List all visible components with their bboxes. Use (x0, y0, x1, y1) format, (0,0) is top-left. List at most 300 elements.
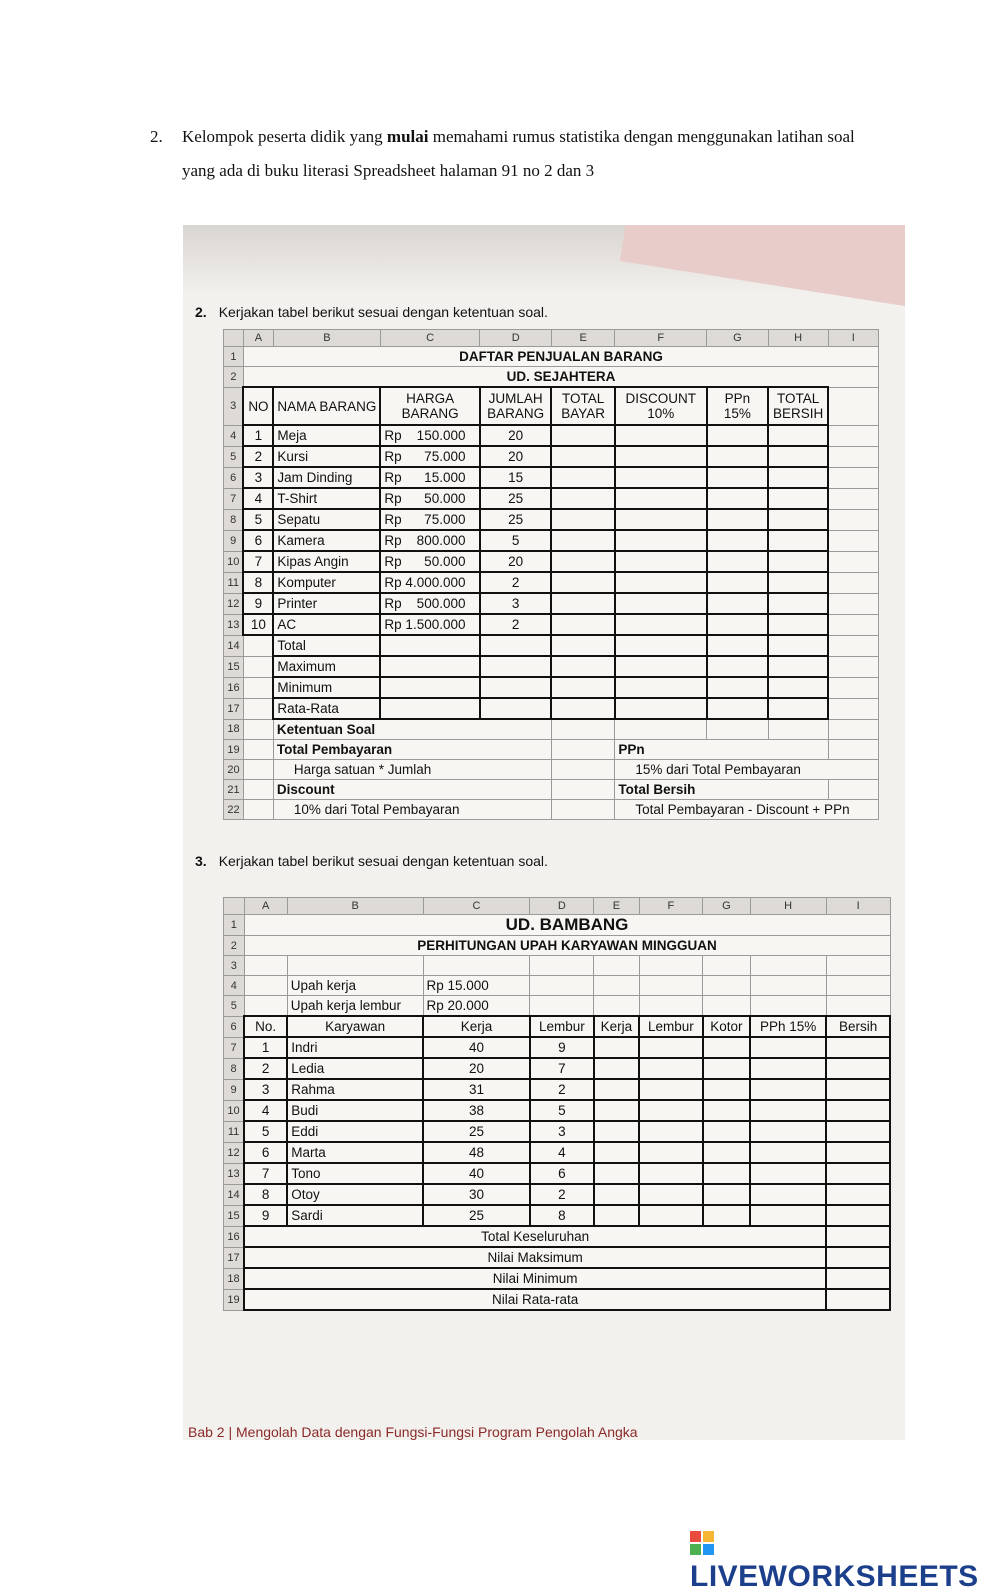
table-row (224, 1079, 891, 1100)
summary-row (224, 656, 879, 677)
answer-cell[interactable] (750, 1037, 826, 1058)
item-jumlah: 2 (480, 572, 552, 593)
answer-cell[interactable] (380, 635, 479, 656)
table-row (224, 467, 879, 488)
row-header[interactable]: 8 (224, 509, 244, 530)
answer-cell[interactable] (768, 593, 828, 614)
answer-cell[interactable] (826, 1289, 890, 1310)
row-header[interactable]: 2 (224, 936, 245, 956)
answer-cell[interactable] (551, 614, 614, 635)
total-bersih-label: Total Bersih (615, 780, 828, 800)
answer-cell[interactable] (639, 1100, 703, 1121)
answer-cell[interactable] (707, 614, 769, 635)
row-header[interactable]: 14 (224, 635, 244, 656)
q3-summary-rows (224, 1226, 891, 1310)
col-header[interactable]: G (707, 330, 769, 347)
item-name: Kursi (273, 446, 380, 467)
table-row (224, 551, 879, 572)
col-header[interactable]: I (828, 330, 878, 347)
empty-cell[interactable] (243, 635, 273, 656)
answer-cell[interactable] (826, 1184, 890, 1205)
answer-cell[interactable] (826, 1058, 890, 1079)
q2-sheet-subtitle: UD. SEJAHTERA (243, 367, 878, 388)
answer-cell[interactable] (707, 551, 769, 572)
answer-cell[interactable] (615, 488, 707, 509)
answer-cell[interactable] (703, 1163, 750, 1184)
answer-cell[interactable] (551, 467, 614, 488)
q2-spreadsheet (223, 329, 879, 820)
answer-cell[interactable] (639, 1079, 703, 1100)
empty-cell[interactable] (828, 572, 878, 593)
row-header[interactable]: 4 (224, 425, 244, 446)
row-header[interactable]: 11 (224, 572, 244, 593)
col-header[interactable]: F (615, 330, 707, 347)
answer-cell[interactable] (768, 425, 828, 446)
answer-cell[interactable] (594, 1205, 639, 1226)
employee-kerja: 31 (423, 1079, 530, 1100)
row-header[interactable]: 16 (224, 1226, 245, 1247)
ppn-label: PPn (615, 740, 828, 760)
empty-cell[interactable] (828, 446, 878, 467)
answer-cell[interactable] (639, 1184, 703, 1205)
q2-number: 2. (195, 304, 207, 320)
answer-cell[interactable] (551, 593, 614, 614)
col-header[interactable]: C (380, 330, 479, 347)
row-header[interactable]: 7 (224, 488, 244, 509)
empty-cell[interactable] (828, 614, 878, 635)
answer-cell[interactable] (707, 488, 769, 509)
answer-cell[interactable] (615, 572, 707, 593)
answer-cell[interactable] (750, 1205, 826, 1226)
col-header[interactable]: E (594, 898, 639, 915)
employee-name: Marta (287, 1142, 423, 1163)
col-header[interactable]: G (703, 898, 750, 915)
answer-cell[interactable] (615, 530, 707, 551)
row-header[interactable]: 15 (224, 1205, 245, 1226)
answer-cell[interactable] (639, 1205, 703, 1226)
row-header[interactable]: 3 (224, 387, 244, 425)
row-header[interactable]: 5 (224, 996, 245, 1017)
table-row (224, 488, 879, 509)
answer-cell[interactable] (551, 635, 614, 656)
answer-cell[interactable] (703, 1184, 750, 1205)
row-header[interactable]: 16 (224, 677, 244, 698)
answer-cell[interactable] (551, 509, 614, 530)
answer-cell[interactable] (703, 1142, 750, 1163)
empty-cell[interactable] (828, 488, 878, 509)
answer-cell[interactable] (826, 1142, 890, 1163)
empty-cell[interactable] (828, 677, 878, 698)
row-header[interactable]: 9 (224, 1079, 245, 1100)
answer-cell[interactable] (639, 1037, 703, 1058)
q2-summary-rows (224, 635, 879, 719)
table-row (224, 1121, 891, 1142)
item-harga: Rp 150.000 (380, 425, 479, 446)
q2-column-header-row (224, 330, 879, 347)
answer-cell[interactable] (826, 1226, 890, 1247)
header-cell: Lembur (530, 1016, 594, 1037)
answer-cell[interactable] (551, 677, 614, 698)
item-name: T-Shirt (273, 488, 380, 509)
answer-cell[interactable] (707, 698, 769, 719)
intro-text-before: Kelompok peserta didik yang (182, 127, 387, 146)
row-header[interactable]: 13 (224, 1163, 245, 1184)
answer-cell[interactable] (703, 1079, 750, 1100)
answer-cell[interactable] (750, 1142, 826, 1163)
col-header[interactable]: H (768, 330, 828, 347)
employee-kerja: 40 (423, 1037, 530, 1058)
item-harga: Rp 800.000 (380, 530, 479, 551)
table-row (224, 446, 879, 467)
employee-lembur: 7 (530, 1058, 594, 1079)
header-cell: No. (244, 1016, 287, 1037)
answer-cell[interactable] (594, 1100, 639, 1121)
discount-rule: 10% dari Total Pembayaran (273, 800, 551, 820)
item-harga: Rp 1.500.000 (380, 614, 479, 635)
header-cell: Kotor (703, 1016, 750, 1037)
answer-cell[interactable] (594, 1184, 639, 1205)
empty-cell[interactable] (828, 467, 878, 488)
answer-cell[interactable] (480, 635, 552, 656)
answer-cell[interactable] (551, 551, 614, 572)
upah-kerja-label: Upah kerja (287, 976, 423, 996)
row-header[interactable]: 3 (224, 956, 245, 976)
empty-cell[interactable] (243, 656, 273, 677)
employee-lembur: 2 (530, 1079, 594, 1100)
q2-title-text: Kerjakan tabel berikut sesuai dengan ketentuan soal. (218, 304, 548, 320)
employee-name: Eddi (287, 1121, 423, 1142)
answer-cell[interactable] (380, 698, 479, 719)
answer-cell[interactable] (768, 530, 828, 551)
answer-cell[interactable] (707, 509, 769, 530)
summary-label: Total (273, 635, 380, 656)
employee-no: 3 (244, 1079, 287, 1100)
answer-cell[interactable] (768, 488, 828, 509)
employee-lembur: 2 (530, 1184, 594, 1205)
header-cell: NO (243, 387, 273, 425)
row-header[interactable]: 15 (224, 656, 244, 677)
row-header[interactable]: 1 (224, 347, 244, 367)
table-row (224, 572, 879, 593)
upah-kerja-value: Rp 15.000 (423, 976, 530, 996)
header-cell: TOTAL BERSIH (768, 387, 828, 425)
answer-cell[interactable] (639, 1142, 703, 1163)
answer-cell[interactable] (750, 1163, 826, 1184)
header-cell: HARGA BARANG (380, 387, 479, 425)
answer-cell[interactable] (768, 467, 828, 488)
answer-cell[interactable] (703, 1100, 750, 1121)
answer-cell[interactable] (768, 572, 828, 593)
row-header[interactable]: 17 (224, 698, 244, 719)
answer-cell[interactable] (750, 1184, 826, 1205)
row-header[interactable]: 21 (224, 780, 244, 800)
answer-cell[interactable] (639, 1121, 703, 1142)
header-cell: NAMA BARANG (273, 387, 380, 425)
col-header[interactable]: H (750, 898, 826, 915)
discount-label: Discount (273, 780, 551, 800)
row-header[interactable]: 6 (224, 467, 244, 488)
answer-cell[interactable] (551, 656, 614, 677)
intro-text-bold: mulai (386, 127, 429, 146)
answer-cell[interactable] (750, 1079, 826, 1100)
answer-cell[interactable] (551, 572, 614, 593)
answer-cell[interactable] (826, 1163, 890, 1184)
answer-cell[interactable] (594, 1058, 639, 1079)
col-header[interactable]: B (287, 898, 423, 915)
empty-cell[interactable] (828, 425, 878, 446)
item-jumlah: 20 (480, 425, 552, 446)
summary-row (224, 1226, 891, 1247)
item-jumlah: 25 (480, 509, 552, 530)
answer-cell[interactable] (615, 656, 707, 677)
answer-cell[interactable] (707, 572, 769, 593)
answer-cell[interactable] (594, 1142, 639, 1163)
row-header[interactable]: 10 (224, 551, 244, 572)
ketentuan-label: Ketentuan Soal (273, 719, 551, 740)
row-header[interactable]: 10 (224, 1100, 245, 1121)
answer-cell[interactable] (551, 425, 614, 446)
page-flap (620, 225, 905, 308)
row-header[interactable]: 5 (224, 446, 244, 467)
answer-cell[interactable] (826, 1100, 890, 1121)
answer-cell[interactable] (551, 530, 614, 551)
answer-cell[interactable] (768, 677, 828, 698)
answer-cell[interactable] (826, 1121, 890, 1142)
q3-spreadsheet (223, 897, 891, 1311)
answer-cell[interactable] (639, 1058, 703, 1079)
row-header[interactable]: 13 (224, 614, 244, 635)
answer-cell[interactable] (768, 509, 828, 530)
corner-cell[interactable] (224, 898, 245, 915)
employee-kerja: 25 (423, 1205, 530, 1226)
answer-cell[interactable] (826, 1268, 890, 1289)
answer-cell[interactable] (551, 446, 614, 467)
row-header[interactable]: 7 (224, 1037, 245, 1058)
row-header[interactable]: 1 (224, 915, 245, 936)
row-header[interactable]: 22 (224, 800, 244, 820)
table-row (224, 1184, 891, 1205)
answer-cell[interactable] (750, 1121, 826, 1142)
answer-cell[interactable] (826, 1037, 890, 1058)
answer-cell[interactable] (750, 1058, 826, 1079)
answer-cell[interactable] (615, 614, 707, 635)
answer-cell[interactable] (707, 593, 769, 614)
summary-label: Rata-Rata (273, 698, 380, 719)
answer-cell[interactable] (380, 656, 479, 677)
empty-cell[interactable] (828, 593, 878, 614)
col-header[interactable]: A (244, 898, 287, 915)
summary-row (224, 1268, 891, 1289)
empty-cell[interactable] (828, 698, 878, 719)
header-cell: Karyawan (287, 1016, 423, 1037)
q2-title (195, 304, 548, 320)
answer-cell[interactable] (707, 446, 769, 467)
answer-cell[interactable] (615, 446, 707, 467)
answer-cell[interactable] (480, 698, 552, 719)
col-header[interactable]: A (243, 330, 273, 347)
answer-cell[interactable] (707, 677, 769, 698)
row-header[interactable]: 9 (224, 530, 244, 551)
answer-cell[interactable] (826, 1205, 890, 1226)
item-name: Sepatu (273, 509, 380, 530)
logo-text: LIVEWORKSHEETS (690, 1560, 979, 1593)
q3-sheet-subtitle: PERHITUNGAN UPAH KARYAWAN MINGGUAN (244, 936, 890, 956)
answer-cell[interactable] (707, 425, 769, 446)
row-header[interactable]: 2 (224, 367, 244, 388)
item-no: 9 (243, 593, 273, 614)
row-header[interactable]: 6 (224, 1016, 245, 1037)
answer-cell[interactable] (703, 1205, 750, 1226)
row-header[interactable]: 18 (224, 719, 244, 740)
row-header[interactable]: 20 (224, 760, 244, 780)
answer-cell[interactable] (594, 1121, 639, 1142)
item-no: 3 (243, 467, 273, 488)
ppn-rule: 15% dari Total Pembayaran (615, 760, 879, 780)
employee-name: Otoy (287, 1184, 423, 1205)
q3-number: 3. (195, 853, 207, 869)
employee-no: 8 (244, 1184, 287, 1205)
q3-sheet-title: UD. BAMBANG (244, 915, 890, 936)
header-cell: DISCOUNT 10% (615, 387, 707, 425)
empty-cell[interactable] (828, 635, 878, 656)
answer-cell[interactable] (768, 698, 828, 719)
upah-lembur-label: Upah kerja lembur (287, 996, 423, 1017)
answer-cell[interactable] (826, 1247, 890, 1268)
item-harga: Rp 75.000 (380, 446, 479, 467)
empty-cell[interactable] (828, 656, 878, 677)
answer-cell[interactable] (615, 509, 707, 530)
item-no: 4 (243, 488, 273, 509)
answer-cell[interactable] (639, 1163, 703, 1184)
header-cell: Kerja (594, 1016, 639, 1037)
col-header[interactable]: C (423, 898, 530, 915)
summary-label: Maximum (273, 656, 380, 677)
answer-cell[interactable] (551, 488, 614, 509)
empty-cell[interactable] (828, 551, 878, 572)
item-no: 1 (243, 425, 273, 446)
empty-cell[interactable] (828, 530, 878, 551)
answer-cell[interactable] (768, 446, 828, 467)
empty-cell[interactable] (243, 677, 273, 698)
intro-text-after: memahami rumus statistika dengan menggunakan latihan soal yang ada di buku literasi Spreadsheet halaman 91 no 2 dan 3 (182, 127, 855, 180)
empty-cell[interactable] (828, 387, 878, 425)
employee-no: 7 (244, 1163, 287, 1184)
answer-cell[interactable] (750, 1100, 826, 1121)
answer-cell[interactable] (768, 656, 828, 677)
col-header[interactable]: F (639, 898, 703, 915)
employee-kerja: 48 (423, 1142, 530, 1163)
item-jumlah: 20 (480, 551, 552, 572)
answer-cell[interactable] (551, 698, 614, 719)
employee-name: Budi (287, 1100, 423, 1121)
answer-cell[interactable] (615, 425, 707, 446)
answer-cell[interactable] (615, 635, 707, 656)
answer-cell[interactable] (615, 698, 707, 719)
total-pembayaran-label: Total Pembayaran (273, 740, 551, 760)
item-name: Komputer (273, 572, 380, 593)
q3-title-text: Kerjakan tabel berikut sesuai dengan ketentuan soal. (218, 853, 548, 869)
q2-sheet-title: DAFTAR PENJUALAN BARANG (243, 347, 878, 367)
answer-cell[interactable] (380, 677, 479, 698)
answer-cell[interactable] (480, 656, 552, 677)
answer-cell[interactable] (707, 467, 769, 488)
table-row (224, 1205, 891, 1226)
answer-cell[interactable] (768, 614, 828, 635)
row-header[interactable]: 4 (224, 976, 245, 996)
employee-name: Indri (287, 1037, 423, 1058)
answer-cell[interactable] (594, 1079, 639, 1100)
answer-cell[interactable] (594, 1037, 639, 1058)
total-bersih-rule: Total Pembayaran - Discount + PPn (615, 800, 879, 820)
book-footer: Bab 2 | Mengolah Data dengan Fungsi-Fungsi Program Pengolah Angka (188, 1424, 638, 1440)
col-header[interactable]: D (530, 898, 594, 915)
row-header[interactable]: 11 (224, 1121, 245, 1142)
employee-no: 2 (244, 1058, 287, 1079)
answer-cell[interactable] (703, 1058, 750, 1079)
col-header[interactable]: B (273, 330, 380, 347)
row-header[interactable]: 17 (224, 1247, 245, 1268)
employee-lembur: 8 (530, 1205, 594, 1226)
employee-lembur: 9 (530, 1037, 594, 1058)
answer-cell[interactable] (615, 467, 707, 488)
table-row (224, 1100, 891, 1121)
employee-kerja: 25 (423, 1121, 530, 1142)
answer-cell[interactable] (707, 635, 769, 656)
row-header[interactable]: 14 (224, 1184, 245, 1205)
corner-cell[interactable] (224, 330, 244, 347)
empty-cell[interactable] (243, 698, 273, 719)
answer-cell[interactable] (480, 677, 552, 698)
row-header[interactable]: 12 (224, 1142, 245, 1163)
col-header[interactable]: E (551, 330, 614, 347)
employee-no: 6 (244, 1142, 287, 1163)
header-cell: JUMLAH BARANG (480, 387, 552, 425)
summary-label: Total Keseluruhan (244, 1226, 826, 1247)
row-header[interactable]: 18 (224, 1268, 245, 1289)
table-row (224, 530, 879, 551)
intro-number: 2. (150, 127, 163, 146)
summary-label: Nilai Minimum (244, 1268, 826, 1289)
summary-row (224, 698, 879, 719)
answer-cell[interactable] (707, 656, 769, 677)
answer-cell[interactable] (703, 1037, 750, 1058)
row-header[interactable]: 19 (224, 1289, 245, 1310)
header-cell: Bersih (826, 1016, 890, 1037)
item-no: 7 (243, 551, 273, 572)
row-header[interactable]: 12 (224, 593, 244, 614)
table-row (224, 614, 879, 635)
employee-no: 1 (244, 1037, 287, 1058)
answer-cell[interactable] (826, 1079, 890, 1100)
col-header[interactable]: I (826, 898, 890, 915)
answer-cell[interactable] (615, 551, 707, 572)
answer-cell[interactable] (768, 551, 828, 572)
answer-cell[interactable] (768, 635, 828, 656)
employee-kerja: 40 (423, 1163, 530, 1184)
item-no: 2 (243, 446, 273, 467)
row-header[interactable]: 8 (224, 1058, 245, 1079)
row-header[interactable]: 19 (224, 740, 244, 760)
col-header[interactable]: D (480, 330, 552, 347)
answer-cell[interactable] (615, 593, 707, 614)
employee-kerja: 20 (423, 1058, 530, 1079)
answer-cell[interactable] (594, 1163, 639, 1184)
item-no: 5 (243, 509, 273, 530)
answer-cell[interactable] (707, 530, 769, 551)
answer-cell[interactable] (703, 1121, 750, 1142)
empty-cell[interactable] (828, 509, 878, 530)
answer-cell[interactable] (615, 677, 707, 698)
